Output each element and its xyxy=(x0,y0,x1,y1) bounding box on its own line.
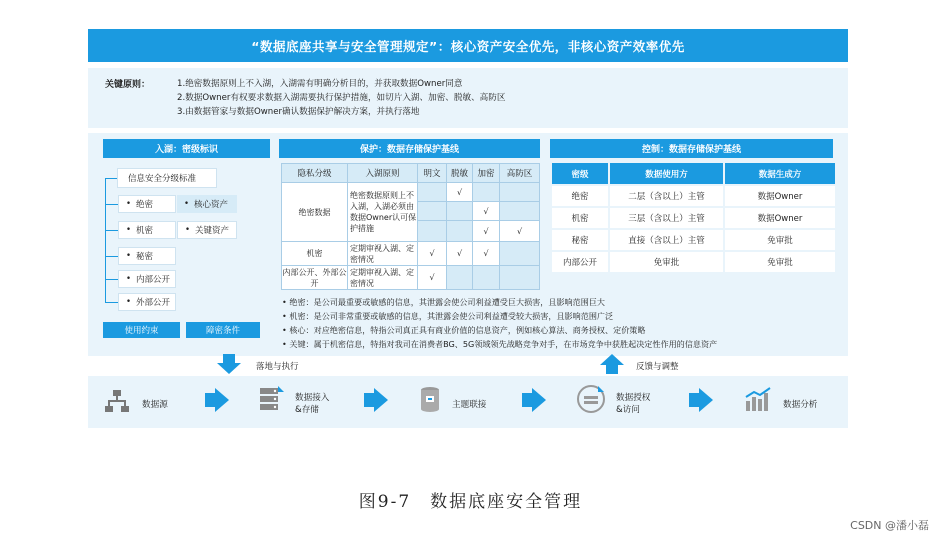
figure-caption: 图9-7 数据底座安全管理 xyxy=(358,492,583,512)
table-row xyxy=(282,183,540,202)
cell-rule-confidential: 定期审视入湖、定密情况 xyxy=(348,242,418,266)
cell-rule-public: 定期审视入湖、定密情况 xyxy=(348,266,418,290)
cell-class-top-secret: 绝密数据 xyxy=(282,183,348,242)
diagram-title: “数据底座共享与安全管理规定”：核心资产安全优先，非核心资产效率优先 xyxy=(88,29,848,62)
table-row xyxy=(551,185,836,207)
level-node-internal: • 内部公开 xyxy=(118,270,176,288)
control-header-row xyxy=(551,162,836,185)
access-icon xyxy=(576,384,606,414)
level-label: 秘密 xyxy=(136,252,154,262)
step-auth-access xyxy=(616,392,650,416)
check-mark: √ xyxy=(418,266,447,290)
pipeline-arrow-icon xyxy=(215,388,229,412)
cell-empty xyxy=(418,183,447,202)
table-row xyxy=(551,251,836,273)
cell: 二层（含以上）主管 xyxy=(609,185,724,207)
principles-label: 关键原则： xyxy=(105,80,151,90)
table-row xyxy=(551,207,836,229)
col-data-producer: 数据生成方 xyxy=(724,162,836,185)
check-mark: √ xyxy=(473,221,500,242)
up-arrow-label: 反馈与调整 xyxy=(636,362,679,372)
col-high-defense: 高防区 xyxy=(500,164,540,183)
level-node-top-secret: • 绝密 xyxy=(118,195,176,213)
cell-empty xyxy=(473,183,500,202)
cell: 数据Owner xyxy=(724,207,836,229)
cell: 免审批 xyxy=(724,251,836,273)
down-arrow-label: 落地与执行 xyxy=(256,362,299,372)
ingest-header: 入湖：密级标识 xyxy=(103,139,270,158)
chart-icon xyxy=(744,387,772,413)
tree-branch-root xyxy=(105,178,117,179)
cell: 免审批 xyxy=(724,229,836,251)
down-arrow-icon xyxy=(217,354,241,374)
level-label: 机密 xyxy=(136,226,154,236)
protection-header-row xyxy=(282,164,540,183)
control-table xyxy=(550,161,837,274)
cell-empty xyxy=(418,221,447,242)
cell-empty xyxy=(447,221,473,242)
tag-label: 核心资产 xyxy=(194,200,229,210)
tree-branch-3 xyxy=(105,256,118,257)
note-top-secret: • 绝密：是公司最重要或敏感的信息，其泄露会使公司利益遭受巨大损害，且影响范围巨大 xyxy=(282,297,606,307)
cell-class-public: 内部公开、外部公开 xyxy=(282,267,347,288)
cell: 数据Owner xyxy=(724,185,836,207)
usage-constraint-tab: 使用约束 xyxy=(103,322,180,338)
check-mark: √ xyxy=(473,202,500,221)
pipeline-arrow-icon xyxy=(699,388,713,412)
tree-branch-2 xyxy=(105,230,118,231)
protect-header: 保护：数据存储保护基线 xyxy=(279,139,540,158)
tree-branch-4 xyxy=(105,279,118,280)
protection-table xyxy=(281,163,540,290)
database-icon xyxy=(419,386,441,414)
cell: 机密 xyxy=(551,207,609,229)
tag-core-asset: • 核心资产 xyxy=(177,195,237,213)
tree-branch-5 xyxy=(105,302,118,303)
table-row xyxy=(551,229,836,251)
tree-branch-1 xyxy=(105,204,118,205)
pipeline-arrow-shaft xyxy=(205,393,215,407)
level-node-confidential: • 机密 xyxy=(118,221,176,239)
classification-root-label: 信息安全分级标准 xyxy=(128,174,197,184)
pipeline-arrow-shaft xyxy=(364,393,374,407)
cell: 直接（含以上）主管 xyxy=(609,229,724,251)
classification-root xyxy=(117,168,217,188)
cell-empty xyxy=(500,266,540,290)
pipeline-arrow-shaft xyxy=(522,393,532,407)
step-auth-line1: 数据授权 xyxy=(616,393,651,403)
principle-1: 1.绝密数据原则上不入湖，入湖需有明确分析目的，并获取数据Owner同意 xyxy=(177,79,463,89)
cell-empty xyxy=(500,183,540,202)
table-row xyxy=(282,242,540,266)
level-label: 内部公开 xyxy=(136,275,171,285)
barrier-condition-tab: 障密条件 xyxy=(186,322,260,338)
note-key: • 关键：属于机密信息，特指对我司在消费者BG、5G领域领先战略竞争对手，在市场竞争中获胜起决定性作用的信息资产 xyxy=(282,339,718,349)
step-auth-line2: &访问 xyxy=(616,405,640,415)
check-mark: √ xyxy=(447,183,473,202)
step-topic-join: 主题联接 xyxy=(452,400,487,410)
cell-empty xyxy=(500,202,540,221)
pipeline-arrow-icon xyxy=(374,388,388,412)
cell: 秘密 xyxy=(551,229,609,251)
cell: 三层（含以上）主管 xyxy=(609,207,724,229)
principle-3: 3.由数据管家与数据Owner确认数据保护解决方案，并执行落地 xyxy=(177,107,420,117)
note-confidential: • 机密：是公司非常重要或敏感的信息，其泄露会使公司利益遭受较大损害，且影响范围广泛 xyxy=(282,311,614,321)
cell-empty xyxy=(500,242,540,266)
step-data-analysis: 数据分析 xyxy=(783,400,818,410)
pipeline-arrow-icon xyxy=(532,388,546,412)
cell-empty xyxy=(418,202,447,221)
cell-empty xyxy=(447,266,473,290)
col-privacy-level: 隐私分级 xyxy=(282,164,348,183)
cell-empty xyxy=(447,202,473,221)
step-data-source: 数据源 xyxy=(142,400,168,410)
server-stack-icon xyxy=(258,386,284,416)
level-node-secret: • 秘密 xyxy=(118,247,176,265)
tree-trunk xyxy=(105,178,106,302)
col-data-user: 数据使用方 xyxy=(609,162,724,185)
step-ingest-line2: &存储 xyxy=(295,405,319,415)
tag-label: 关键资产 xyxy=(195,226,230,236)
step-ingest-line1: 数据接入 xyxy=(295,393,330,403)
up-arrow-icon xyxy=(600,354,624,374)
step-ingest-store xyxy=(295,392,329,416)
check-mark: √ xyxy=(418,242,447,266)
cell-rule-top-secret: 绝密数据原则上不入湖，入湖必须由数据Owner认可保护措施 xyxy=(348,183,418,242)
col-plain: 明文 xyxy=(418,164,447,183)
level-label: 绝密 xyxy=(136,200,154,210)
cell: 绝密 xyxy=(551,185,609,207)
principle-2: 2.数据Owner有权要求数据入湖需要执行保护措施，如切片入湖、加密、脱敏、高防区 xyxy=(177,93,506,103)
note-core: • 核心：对应绝密信息，特指公司真正具有商业价值的信息资产，例如核心算法、商务授权、定价策略 xyxy=(282,325,646,335)
tag-key-asset: • 关键资产 xyxy=(177,221,237,239)
col-ingest-rule: 入湖原则 xyxy=(348,164,418,183)
level-node-external: • 外部公开 xyxy=(118,293,176,311)
col-encryption: 加密 xyxy=(473,164,500,183)
col-masking: 脱敏 xyxy=(447,164,473,183)
check-mark: √ xyxy=(500,221,540,242)
level-label: 外部公开 xyxy=(136,298,171,308)
check-mark: √ xyxy=(447,242,473,266)
hierarchy-icon xyxy=(105,389,129,413)
check-mark: √ xyxy=(473,242,500,266)
watermark: CSDN @潘小磊 xyxy=(850,519,929,532)
cell-empty xyxy=(473,266,500,290)
table-row xyxy=(282,266,540,290)
cell: 内部公开 xyxy=(551,251,609,273)
cell-class-confidential: 机密 xyxy=(282,242,348,266)
cell: 免审批 xyxy=(609,251,724,273)
control-header: 控制：数据存储保护基线 xyxy=(550,139,833,158)
pipeline-arrow-shaft xyxy=(689,393,699,407)
col-level: 密级 xyxy=(551,162,609,185)
